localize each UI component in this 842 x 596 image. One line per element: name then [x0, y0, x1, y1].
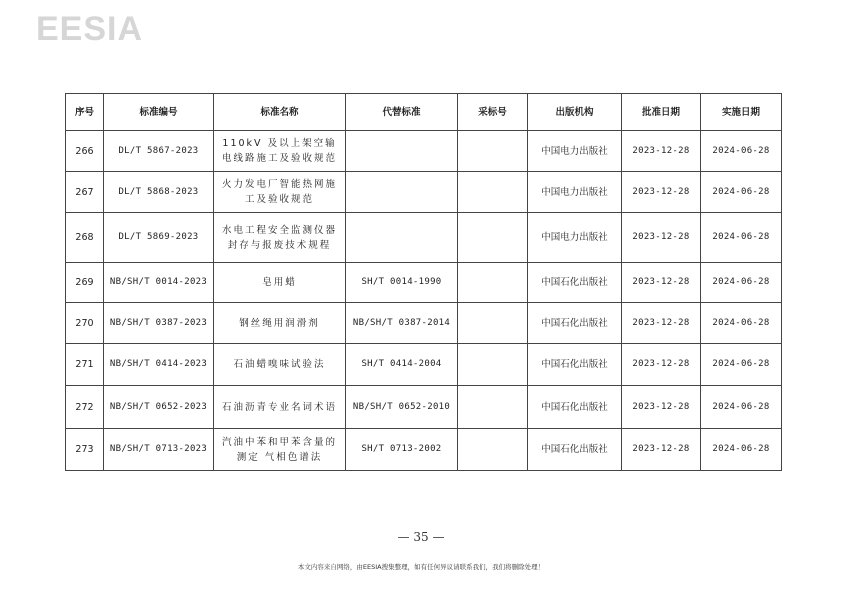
cell-seq: 266	[66, 131, 104, 172]
cell-publisher: 中国电力出版社	[528, 172, 622, 213]
cell-std-code: NB/SH/T 0414-2023	[104, 344, 214, 386]
cell-replaced-std: NB/SH/T 0652-2010	[346, 386, 458, 429]
cell-adopted-no	[458, 303, 528, 344]
header-approval-date: 批准日期	[622, 94, 701, 131]
cell-publisher: 中国电力出版社	[528, 131, 622, 172]
cell-publisher: 中国石化出版社	[528, 429, 622, 471]
cell-std-name: 火力发电厂智能热网施工及验收规范	[214, 172, 346, 213]
cell-publisher: 中国石化出版社	[528, 344, 622, 386]
cell-seq: 269	[66, 263, 104, 303]
cell-effective-date: 2024-06-28	[701, 303, 782, 344]
cell-adopted-no	[458, 131, 528, 172]
cell-publisher: 中国电力出版社	[528, 213, 622, 263]
cell-approval-date: 2023-12-28	[622, 429, 701, 471]
page-number: — 35 —	[397, 530, 445, 544]
cell-publisher: 中国石化出版社	[528, 303, 622, 344]
cell-seq: 268	[66, 213, 104, 263]
table-row	[66, 303, 782, 344]
cell-std-code: NB/SH/T 0713-2023	[104, 429, 214, 471]
cell-seq: 272	[66, 386, 104, 429]
cell-replaced-std: NB/SH/T 0387-2014	[346, 303, 458, 344]
cell-replaced-std	[346, 172, 458, 213]
table-row	[66, 213, 782, 263]
cell-std-code: NB/SH/T 0387-2023	[104, 303, 214, 344]
cell-effective-date: 2024-06-28	[701, 172, 782, 213]
header-seq: 序号	[66, 94, 104, 131]
cell-effective-date: 2024-06-28	[701, 386, 782, 429]
cell-std-code: NB/SH/T 0652-2023	[104, 386, 214, 429]
cell-seq: 273	[66, 429, 104, 471]
header-effective-date: 实施日期	[701, 94, 782, 131]
cell-replaced-std: SH/T 0713-2002	[346, 429, 458, 471]
cell-adopted-no	[458, 172, 528, 213]
cell-adopted-no	[458, 386, 528, 429]
table-row	[66, 131, 782, 172]
cell-approval-date: 2023-12-28	[622, 303, 701, 344]
cell-replaced-std: SH/T 0414-2004	[346, 344, 458, 386]
cell-std-code: DL/T 5869-2023	[104, 213, 214, 263]
cell-std-name: 水电工程安全监测仪器封存与报废技术规程	[214, 213, 346, 263]
cell-approval-date: 2023-12-28	[622, 131, 701, 172]
cell-seq: 270	[66, 303, 104, 344]
cell-replaced-std: SH/T 0014-1990	[346, 263, 458, 303]
cell-replaced-std	[346, 213, 458, 263]
cell-approval-date: 2023-12-28	[622, 213, 701, 263]
table-row	[66, 386, 782, 429]
header-std-code: 标准编号	[104, 94, 214, 131]
table-row	[66, 263, 782, 303]
cell-std-name: 皂用蜡	[214, 263, 346, 303]
cell-publisher: 中国石化出版社	[528, 263, 622, 303]
cell-seq: 267	[66, 172, 104, 213]
cell-std-code: NB/SH/T 0014-2023	[104, 263, 214, 303]
cell-seq: 271	[66, 344, 104, 386]
cell-replaced-std	[346, 131, 458, 172]
cell-std-code: DL/T 5867-2023	[104, 131, 214, 172]
cell-effective-date: 2024-06-28	[701, 263, 782, 303]
cell-std-name: 石油沥青专业名词术语	[214, 386, 346, 429]
cell-effective-date: 2024-06-28	[701, 213, 782, 263]
cell-effective-date: 2024-06-28	[701, 429, 782, 471]
cell-adopted-no	[458, 263, 528, 303]
header-replaced-std: 代替标准	[346, 94, 458, 131]
header-publisher: 出版机构	[528, 94, 622, 131]
cell-std-name: 汽油中苯和甲苯含量的测定 气相色谱法	[214, 429, 346, 471]
cell-approval-date: 2023-12-28	[622, 386, 701, 429]
table-row	[66, 344, 782, 386]
cell-std-name: 石油蜡嗅味试验法	[214, 344, 346, 386]
table-header-row	[66, 94, 782, 131]
eesia-logo: EESIA	[36, 10, 144, 48]
cell-publisher: 中国石化出版社	[528, 386, 622, 429]
header-adopted-no: 采标号	[458, 94, 528, 131]
cell-approval-date: 2023-12-28	[622, 344, 701, 386]
cell-approval-date: 2023-12-28	[622, 263, 701, 303]
cell-effective-date: 2024-06-28	[701, 131, 782, 172]
cell-std-code: DL/T 5868-2023	[104, 172, 214, 213]
cell-adopted-no	[458, 213, 528, 263]
cell-approval-date: 2023-12-28	[622, 172, 701, 213]
cell-adopted-no	[458, 344, 528, 386]
table-row	[66, 429, 782, 471]
cell-effective-date: 2024-06-28	[701, 344, 782, 386]
standards-table	[65, 93, 782, 471]
footer-disclaimer: 本文内容来自网络，由EESIA搜集整理，如有任何异议请联系我们，我们将删除处理！	[297, 563, 545, 571]
cell-std-name: 钢丝绳用润滑剂	[214, 303, 346, 344]
header-std-name: 标准名称	[214, 94, 346, 131]
cell-std-name: 110kV 及以上架空输电线路施工及验收规范	[214, 131, 346, 172]
table-row	[66, 172, 782, 213]
cell-adopted-no	[458, 429, 528, 471]
